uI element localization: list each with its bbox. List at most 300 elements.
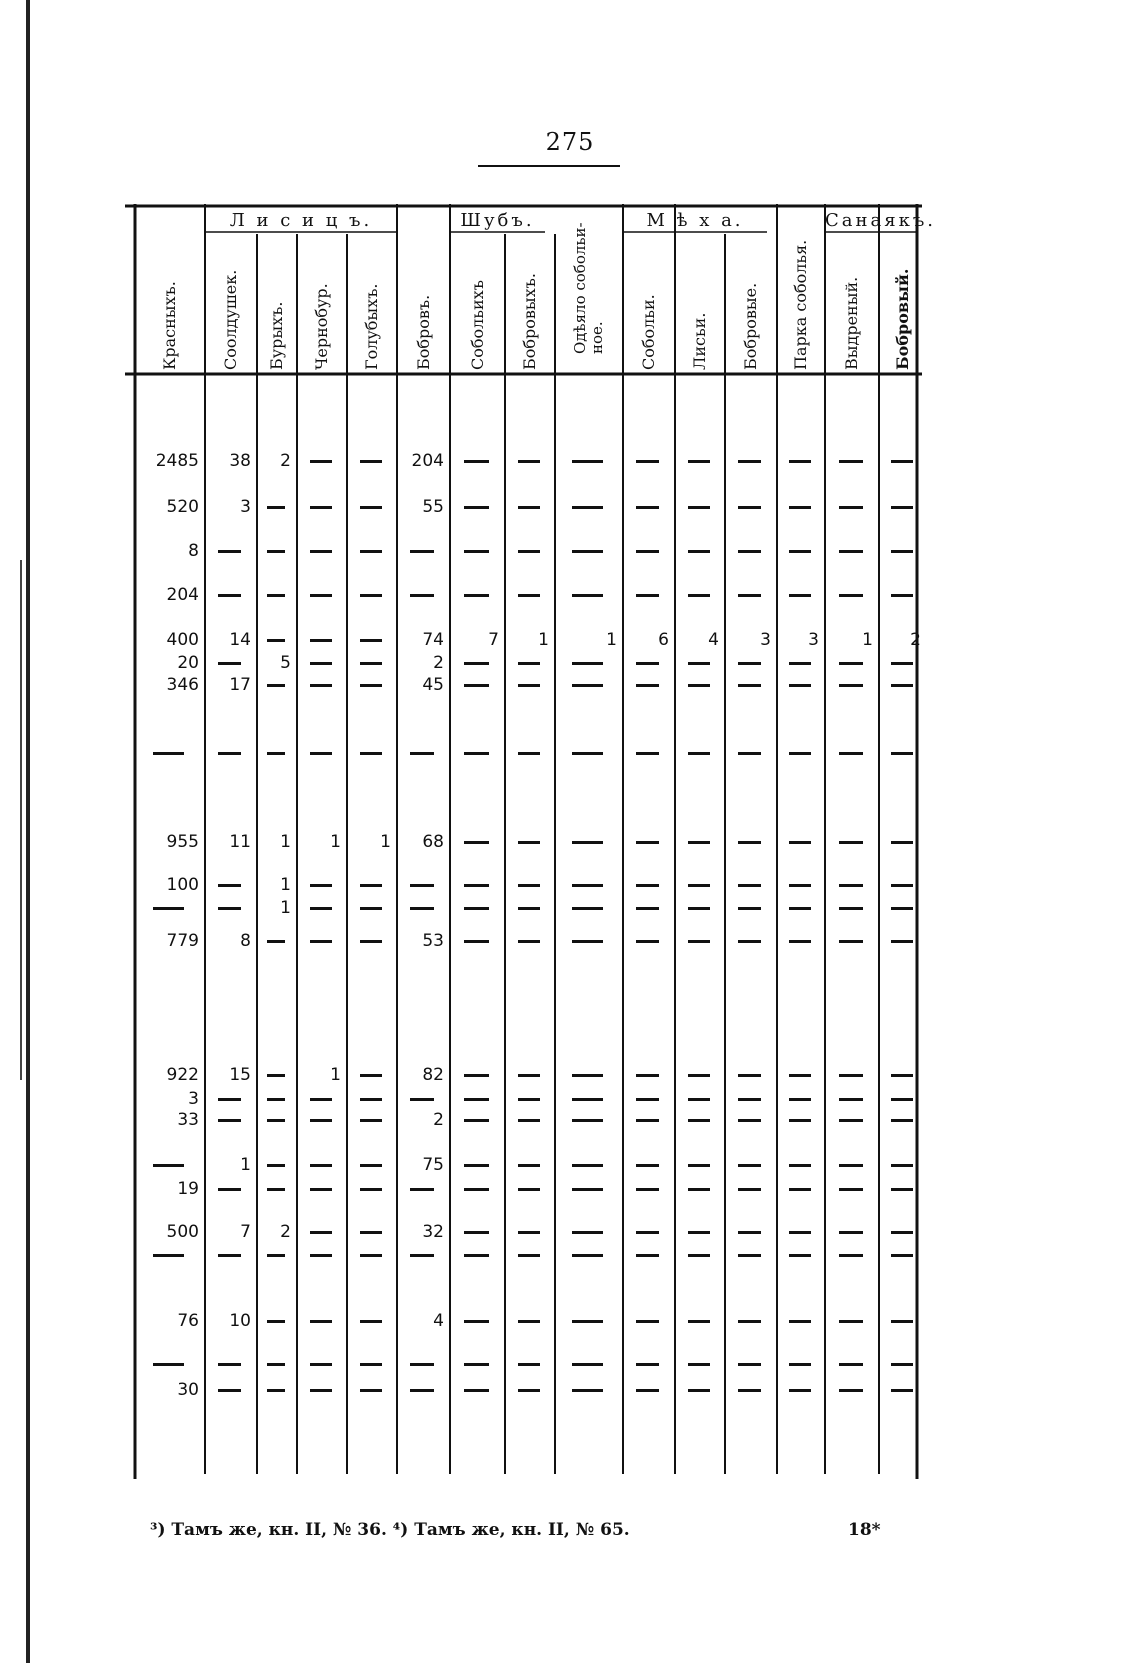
table-dash bbox=[572, 1389, 603, 1392]
table-dash bbox=[518, 506, 541, 509]
table-dash bbox=[410, 1254, 434, 1257]
column-header-label: Бурыхъ. bbox=[267, 301, 286, 370]
table-dash bbox=[891, 684, 913, 687]
table-dash bbox=[218, 594, 241, 597]
table-dash bbox=[636, 940, 659, 943]
table-dash bbox=[688, 752, 711, 755]
table-cell: 19 bbox=[177, 1179, 199, 1199]
table-dash bbox=[267, 1119, 285, 1122]
table-dash bbox=[688, 1254, 711, 1257]
table-dash bbox=[310, 550, 333, 553]
table-dash bbox=[636, 594, 659, 597]
table-dash bbox=[688, 884, 711, 887]
table-dash bbox=[153, 1363, 185, 1366]
table-cell: 15 bbox=[229, 1065, 251, 1085]
table-cell: 2485 bbox=[155, 451, 199, 471]
table-dash bbox=[464, 460, 489, 463]
table-dash bbox=[839, 1320, 863, 1323]
table-dash bbox=[789, 1098, 811, 1101]
table-cell: 2 bbox=[910, 630, 921, 650]
column-header bbox=[347, 244, 397, 392]
table-dash bbox=[839, 1389, 863, 1392]
table-dash bbox=[267, 550, 285, 553]
column-header-label: Бобровыхъ. bbox=[520, 273, 539, 370]
table-dash bbox=[636, 1254, 659, 1257]
table-dash bbox=[789, 550, 811, 553]
table-dash bbox=[360, 1363, 383, 1366]
table-dash bbox=[891, 1254, 913, 1257]
table-dash bbox=[518, 1098, 541, 1101]
table-dash bbox=[839, 662, 863, 665]
table-dash bbox=[738, 1188, 761, 1191]
table-cell: 30 bbox=[177, 1380, 199, 1400]
table-dash bbox=[218, 1098, 241, 1101]
table-dash bbox=[572, 884, 603, 887]
column-header-label: Голубыхъ. bbox=[362, 283, 381, 370]
table-cell: 4 bbox=[708, 630, 719, 650]
table-dash bbox=[789, 684, 811, 687]
table-cell: 32 bbox=[422, 1222, 444, 1242]
table-dash bbox=[360, 594, 383, 597]
table-dash bbox=[688, 1119, 711, 1122]
table-cell: 6 bbox=[658, 630, 669, 650]
table-dash bbox=[360, 1074, 383, 1077]
table-cell: 204 bbox=[411, 451, 444, 471]
table-dash bbox=[360, 639, 383, 642]
table-dash bbox=[218, 907, 241, 910]
table-cell: 7 bbox=[488, 630, 499, 650]
table-cell: 2 bbox=[280, 451, 291, 471]
table-dash bbox=[464, 506, 489, 509]
table-cell: 8 bbox=[240, 931, 251, 951]
table-dash bbox=[464, 1188, 489, 1191]
table-dash bbox=[839, 752, 863, 755]
table-dash bbox=[518, 752, 541, 755]
table-dash bbox=[789, 662, 811, 665]
table-cell: 76 bbox=[177, 1311, 199, 1331]
table-dash bbox=[464, 940, 489, 943]
table-dash bbox=[267, 594, 285, 597]
table-dash bbox=[218, 1119, 241, 1122]
table-dash bbox=[218, 752, 241, 755]
table-dash bbox=[738, 884, 761, 887]
table-dash bbox=[267, 1164, 285, 1167]
table-dash bbox=[738, 550, 761, 553]
scan-edge-line bbox=[26, 0, 30, 1663]
table-dash bbox=[310, 1389, 333, 1392]
table-dash bbox=[572, 594, 603, 597]
table-dash bbox=[738, 1254, 761, 1257]
table-dash bbox=[789, 907, 811, 910]
table-dash bbox=[218, 662, 241, 665]
table-dash bbox=[738, 907, 761, 910]
table-dash bbox=[891, 1320, 913, 1323]
table-dash bbox=[360, 1164, 383, 1167]
table-dash bbox=[572, 662, 603, 665]
table-dash bbox=[360, 1188, 383, 1191]
table-dash bbox=[518, 1254, 541, 1257]
table-dash bbox=[464, 1074, 489, 1077]
table-dash bbox=[688, 1164, 711, 1167]
table-dash bbox=[789, 940, 811, 943]
table-dash bbox=[738, 662, 761, 665]
table-dash bbox=[839, 1231, 863, 1234]
table-dash bbox=[572, 1363, 603, 1366]
footnote: ³) Тамъ же, кн. II, № 36. ⁴) Тамъ же, кн. II, № 65. bbox=[150, 1520, 630, 1540]
table-dash bbox=[310, 752, 333, 755]
table-cell: 53 bbox=[422, 931, 444, 951]
table-dash bbox=[310, 1320, 333, 1323]
table-dash bbox=[688, 1231, 711, 1234]
table-dash bbox=[789, 841, 811, 844]
table-cell: 2 bbox=[433, 1110, 444, 1130]
table-dash bbox=[464, 1164, 489, 1167]
column-header bbox=[505, 244, 555, 392]
table-dash bbox=[572, 940, 603, 943]
table-dash bbox=[310, 460, 333, 463]
table-dash bbox=[839, 841, 863, 844]
table-dash bbox=[310, 1363, 333, 1366]
table-cell: 82 bbox=[422, 1065, 444, 1085]
table-dash bbox=[636, 684, 659, 687]
table-cell: 1 bbox=[380, 832, 391, 852]
table-dash bbox=[636, 1119, 659, 1122]
table-dash bbox=[310, 684, 333, 687]
table-cell: 955 bbox=[166, 832, 199, 852]
table-dash bbox=[360, 506, 383, 509]
table-cell: 4 bbox=[433, 1311, 444, 1331]
table-dash bbox=[360, 1320, 383, 1323]
table-dash bbox=[572, 1074, 603, 1077]
header-group-mekha: М ѣ х а. bbox=[646, 210, 744, 231]
table-dash bbox=[518, 841, 541, 844]
table-dash bbox=[464, 1119, 489, 1122]
table-dash bbox=[572, 1098, 603, 1101]
table-dash bbox=[218, 1389, 241, 1392]
table-dash bbox=[839, 1363, 863, 1366]
table-dash bbox=[636, 841, 659, 844]
table-dash bbox=[789, 884, 811, 887]
table-dash bbox=[218, 884, 241, 887]
table-dash bbox=[572, 1320, 603, 1323]
table-cell: 1 bbox=[330, 1065, 341, 1085]
table-dash bbox=[310, 639, 333, 642]
table-cell: 3 bbox=[808, 630, 819, 650]
table-cell: 2 bbox=[433, 653, 444, 673]
table-dash bbox=[572, 1254, 603, 1257]
table-dash bbox=[518, 1188, 541, 1191]
table-dash bbox=[891, 1074, 913, 1077]
table-dash bbox=[572, 1119, 603, 1122]
table-dash bbox=[636, 1320, 659, 1323]
table-dash bbox=[839, 884, 863, 887]
header-group-lisits: Л и с и ц ъ. bbox=[229, 210, 373, 231]
table-dash bbox=[518, 907, 541, 910]
table-dash bbox=[688, 1098, 711, 1101]
table-dash bbox=[636, 884, 659, 887]
table-dash bbox=[891, 1188, 913, 1191]
table-dash bbox=[464, 1320, 489, 1323]
table-dash bbox=[410, 752, 434, 755]
column-header-label: Парка соболья. bbox=[791, 239, 810, 370]
table-dash bbox=[738, 460, 761, 463]
column-header-label: Красныхъ. bbox=[160, 281, 179, 370]
table-dash bbox=[572, 460, 603, 463]
table-dash bbox=[267, 1389, 285, 1392]
table-dash bbox=[464, 550, 489, 553]
column-header bbox=[205, 244, 257, 392]
table-dash bbox=[891, 1231, 913, 1234]
table-dash bbox=[267, 940, 285, 943]
table-dash bbox=[518, 940, 541, 943]
table-dash bbox=[153, 1254, 185, 1257]
table-dash bbox=[688, 506, 711, 509]
table-dash bbox=[688, 550, 711, 553]
table-dash bbox=[738, 684, 761, 687]
table-dash bbox=[464, 684, 489, 687]
table-dash bbox=[891, 841, 913, 844]
table-dash bbox=[839, 1188, 863, 1191]
table-cell: 75 bbox=[422, 1155, 444, 1175]
table-dash bbox=[688, 1363, 711, 1366]
table-dash bbox=[310, 506, 333, 509]
column-header bbox=[825, 244, 879, 392]
table-dash bbox=[789, 1389, 811, 1392]
table-dash bbox=[360, 884, 383, 887]
table-dash bbox=[572, 1164, 603, 1167]
table-dash bbox=[789, 1231, 811, 1234]
table-dash bbox=[464, 907, 489, 910]
table-dash bbox=[636, 506, 659, 509]
table-dash bbox=[789, 1254, 811, 1257]
table-dash bbox=[464, 752, 489, 755]
table-dash bbox=[464, 1231, 489, 1234]
table-dash bbox=[410, 1098, 434, 1101]
column-header-label: Бобровый. bbox=[893, 268, 912, 370]
table-dash bbox=[636, 1188, 659, 1191]
table-dash bbox=[518, 460, 541, 463]
table-dash bbox=[267, 506, 285, 509]
table-dash bbox=[267, 1254, 285, 1257]
table-dash bbox=[464, 1363, 489, 1366]
table-dash bbox=[464, 1389, 489, 1392]
table-dash bbox=[891, 662, 913, 665]
table-cell: 1 bbox=[538, 630, 549, 650]
table-dash bbox=[738, 1320, 761, 1323]
table-dash bbox=[891, 460, 913, 463]
table-dash bbox=[789, 506, 811, 509]
table-dash bbox=[267, 1363, 285, 1366]
table-dash bbox=[789, 1119, 811, 1122]
table-dash bbox=[636, 1363, 659, 1366]
table-dash bbox=[310, 1254, 333, 1257]
table-dash bbox=[636, 1389, 659, 1392]
header-group-shub: Шубъ. bbox=[460, 210, 535, 231]
table-dash bbox=[310, 907, 333, 910]
table-dash bbox=[518, 1119, 541, 1122]
column-header-label: Выдреный. bbox=[842, 276, 861, 370]
table-dash bbox=[738, 1098, 761, 1101]
table-dash bbox=[839, 684, 863, 687]
table-dash bbox=[839, 506, 863, 509]
table-cell: 74 bbox=[422, 630, 444, 650]
table-dash bbox=[360, 752, 383, 755]
table-dash bbox=[688, 1074, 711, 1077]
table-grid bbox=[125, 204, 974, 1484]
table-dash bbox=[267, 1098, 285, 1101]
table-dash bbox=[891, 550, 913, 553]
table-cell: 500 bbox=[166, 1222, 199, 1242]
table-dash bbox=[839, 594, 863, 597]
table-dash bbox=[310, 1119, 333, 1122]
table-dash bbox=[891, 1164, 913, 1167]
table-cell: 1 bbox=[280, 898, 291, 918]
table-dash bbox=[839, 1098, 863, 1101]
table-dash bbox=[310, 1098, 333, 1101]
table-dash bbox=[518, 550, 541, 553]
table-dash bbox=[360, 1389, 383, 1392]
table-dash bbox=[464, 841, 489, 844]
table-cell: 2 bbox=[280, 1222, 291, 1242]
table-dash bbox=[518, 1074, 541, 1077]
table-cell: 922 bbox=[166, 1065, 199, 1085]
table-dash bbox=[738, 940, 761, 943]
table-cell: 45 bbox=[422, 675, 444, 695]
table-dash bbox=[738, 841, 761, 844]
table-cell: 68 bbox=[422, 832, 444, 852]
table-dash bbox=[891, 907, 913, 910]
fur-table bbox=[125, 204, 974, 1484]
table-dash bbox=[738, 1363, 761, 1366]
table-dash bbox=[891, 884, 913, 887]
table-cell: 3 bbox=[188, 1089, 199, 1109]
table-dash bbox=[310, 884, 333, 887]
table-cell: 17 bbox=[229, 675, 251, 695]
table-cell: 14 bbox=[229, 630, 251, 650]
table-dash bbox=[738, 506, 761, 509]
table-cell: 1 bbox=[606, 630, 617, 650]
table-dash bbox=[688, 662, 711, 665]
table-dash bbox=[572, 684, 603, 687]
column-header-label: Бобровые. bbox=[741, 282, 760, 370]
table-dash bbox=[891, 1363, 913, 1366]
column-header-label: Лисьи. bbox=[690, 312, 709, 370]
table-dash bbox=[310, 662, 333, 665]
table-dash bbox=[891, 752, 913, 755]
table-dash bbox=[688, 940, 711, 943]
table-cell: 1 bbox=[862, 630, 873, 650]
table-dash bbox=[688, 684, 711, 687]
table-dash bbox=[636, 752, 659, 755]
table-dash bbox=[267, 684, 285, 687]
column-header bbox=[135, 244, 205, 392]
table-dash bbox=[360, 940, 383, 943]
table-dash bbox=[267, 1320, 285, 1323]
column-header-label: Собольихъ bbox=[467, 280, 487, 370]
table-dash bbox=[518, 684, 541, 687]
table-dash bbox=[688, 841, 711, 844]
table-dash bbox=[636, 662, 659, 665]
table-dash bbox=[636, 907, 659, 910]
column-header bbox=[879, 244, 927, 392]
table-dash bbox=[410, 594, 434, 597]
table-dash bbox=[688, 907, 711, 910]
table-dash bbox=[360, 662, 383, 665]
table-dash bbox=[572, 1231, 603, 1234]
table-cell: 1 bbox=[330, 832, 341, 852]
table-dash bbox=[518, 594, 541, 597]
table-dash bbox=[738, 594, 761, 597]
table-cell: 11 bbox=[229, 832, 251, 852]
table-cell: 7 bbox=[240, 1222, 251, 1242]
table-cell: 779 bbox=[166, 931, 199, 951]
column-header bbox=[675, 244, 725, 392]
table-dash bbox=[738, 1074, 761, 1077]
table-dash bbox=[518, 1389, 541, 1392]
column-header bbox=[397, 244, 450, 392]
table-cell: 520 bbox=[166, 497, 199, 517]
table-cell: 204 bbox=[166, 585, 199, 605]
table-dash bbox=[891, 506, 913, 509]
table-dash bbox=[267, 752, 285, 755]
table-cell: 100 bbox=[166, 875, 199, 895]
page-number-rule bbox=[478, 165, 620, 167]
table-dash bbox=[410, 907, 434, 910]
table-dash bbox=[839, 907, 863, 910]
table-cell: 400 bbox=[166, 630, 199, 650]
table-dash bbox=[738, 1389, 761, 1392]
table-dash bbox=[839, 1254, 863, 1257]
column-header-label: Собольи. bbox=[639, 294, 658, 370]
table-dash bbox=[410, 1363, 434, 1366]
table-dash bbox=[891, 1098, 913, 1101]
table-dash bbox=[310, 940, 333, 943]
table-dash bbox=[518, 884, 541, 887]
table-dash bbox=[218, 550, 241, 553]
table-dash bbox=[839, 1119, 863, 1122]
table-dash bbox=[310, 1231, 333, 1234]
table-dash bbox=[267, 639, 285, 642]
column-header bbox=[450, 244, 505, 392]
column-header-label: Бобровъ. bbox=[413, 294, 433, 370]
table-dash bbox=[636, 1074, 659, 1077]
table-dash bbox=[360, 1254, 383, 1257]
table-dash bbox=[891, 940, 913, 943]
table-dash bbox=[464, 1098, 489, 1101]
table-dash bbox=[688, 460, 711, 463]
table-cell: 346 bbox=[166, 675, 199, 695]
table-cell: 38 bbox=[229, 451, 251, 471]
table-cell: 8 bbox=[188, 541, 199, 561]
table-cell: 5 bbox=[280, 653, 291, 673]
table-dash bbox=[518, 1320, 541, 1323]
table-dash bbox=[891, 1389, 913, 1392]
table-dash bbox=[153, 752, 185, 755]
table-dash bbox=[688, 1389, 711, 1392]
header-group-sanayak: Санаякъ. bbox=[825, 210, 937, 231]
table-cell: 20 bbox=[177, 653, 199, 673]
table-cell: 3 bbox=[240, 497, 251, 517]
table-cell: 3 bbox=[760, 630, 771, 650]
table-dash bbox=[789, 752, 811, 755]
column-header bbox=[623, 244, 675, 392]
table-dash bbox=[839, 940, 863, 943]
table-dash bbox=[218, 1188, 241, 1191]
table-dash bbox=[464, 1254, 489, 1257]
table-dash bbox=[218, 1363, 241, 1366]
table-dash bbox=[218, 1254, 241, 1257]
table-cell: 33 bbox=[177, 1110, 199, 1130]
